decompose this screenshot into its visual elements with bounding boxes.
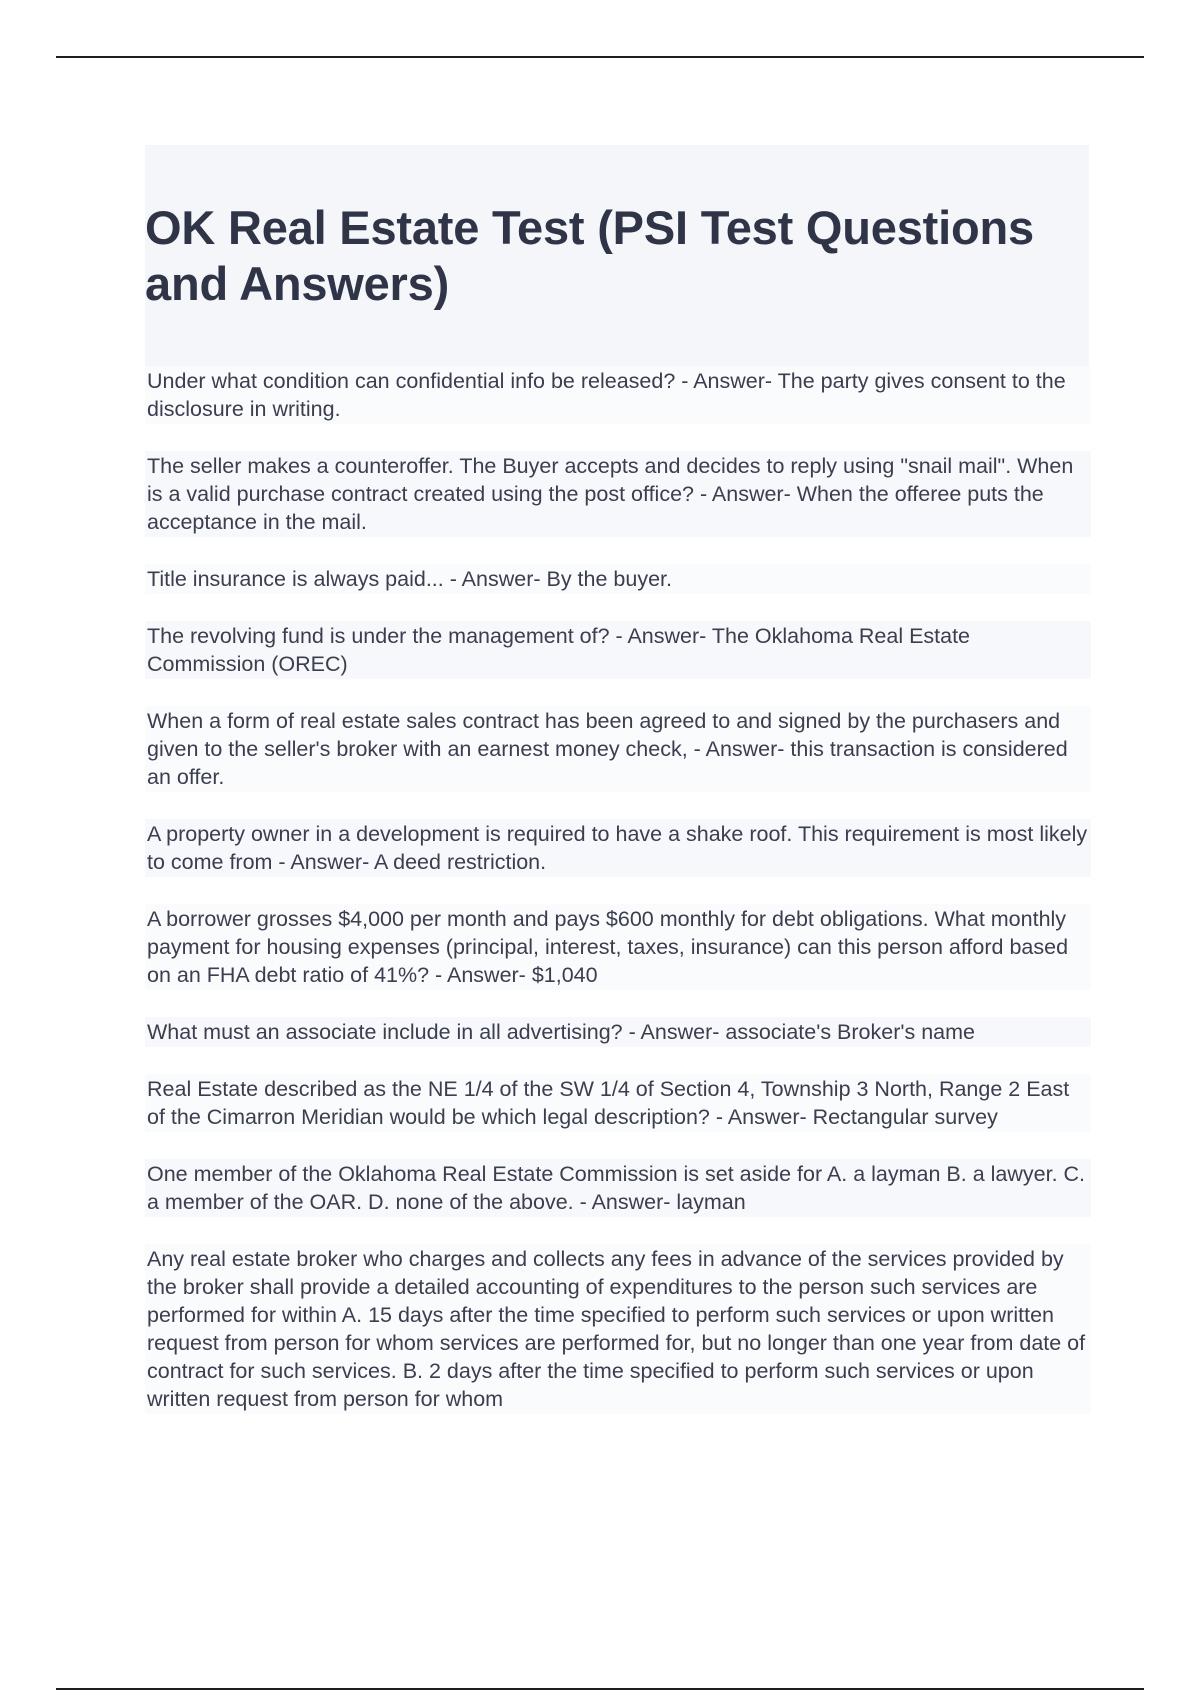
qa-item-11: Any real estate broker who charges and collects any fees in advance of the services provided by the broker shall provide a detailed accounting of expenditures to the person such services are performed for within A. 15 days after the time specified to perform such services or upon written request from person for whom services are performed for, but no longer than one year from date of contract for such services. B. 2 days after the time specified to perform such services or upon written request from person for whom xyxy=(145,1244,1091,1414)
qa-item-5: When a form of real estate sales contract has been agreed to and signed by the purchasers and given to the seller's broker with an earnest money check, - Answer- this transaction is considered an offer. xyxy=(145,706,1091,792)
qa-item-9: Real Estate described as the NE 1/4 of the SW 1/4 of Section 4, Township 3 North, Range 2 East of the Cimarron Meridian would be which legal description? - Answer- Rectangular survey xyxy=(145,1074,1091,1132)
qa-item-6: A property owner in a development is required to have a shake roof. This requirement is most likely to come from - Answer- A deed restriction. xyxy=(145,819,1091,877)
bottom-rule xyxy=(56,1688,1144,1690)
document-title: OK Real Estate Test (PSI Test Questions and Answers) xyxy=(145,201,1034,310)
top-rule xyxy=(56,56,1144,58)
qa-item-4: The revolving fund is under the management of? - Answer- The Oklahoma Real Estate Commission (OREC) xyxy=(145,621,1091,679)
qa-item-8: What must an associate include in all advertising? - Answer- associate's Broker's name xyxy=(145,1017,1091,1047)
qa-item-7: A borrower grosses $4,000 per month and pays $600 monthly for debt obligations. What monthly payment for housing expenses (principal, interest, taxes, insurance) can this person afford based on an FHA debt ratio of 41%? - Answer- $1,040 xyxy=(145,904,1091,990)
qa-item-10: One member of the Oklahoma Real Estate Commission is set aside for A. a layman B. a lawyer. C. a member of the OAR. D. none of the above. - Answer- layman xyxy=(145,1159,1091,1217)
qa-list xyxy=(145,366,1091,1441)
qa-item-2: The seller makes a counteroffer. The Buyer accepts and decides to reply using "snail mail". When is a valid purchase contract created using the post office? - Answer- When the offeree puts the acceptance in the mail. xyxy=(145,451,1091,537)
qa-item-1: Under what condition can confidential info be released? - Answer- The party gives consent to the disclosure in writing. xyxy=(145,366,1091,424)
qa-item-3: Title insurance is always paid... - Answer- By the buyer. xyxy=(145,564,1091,594)
